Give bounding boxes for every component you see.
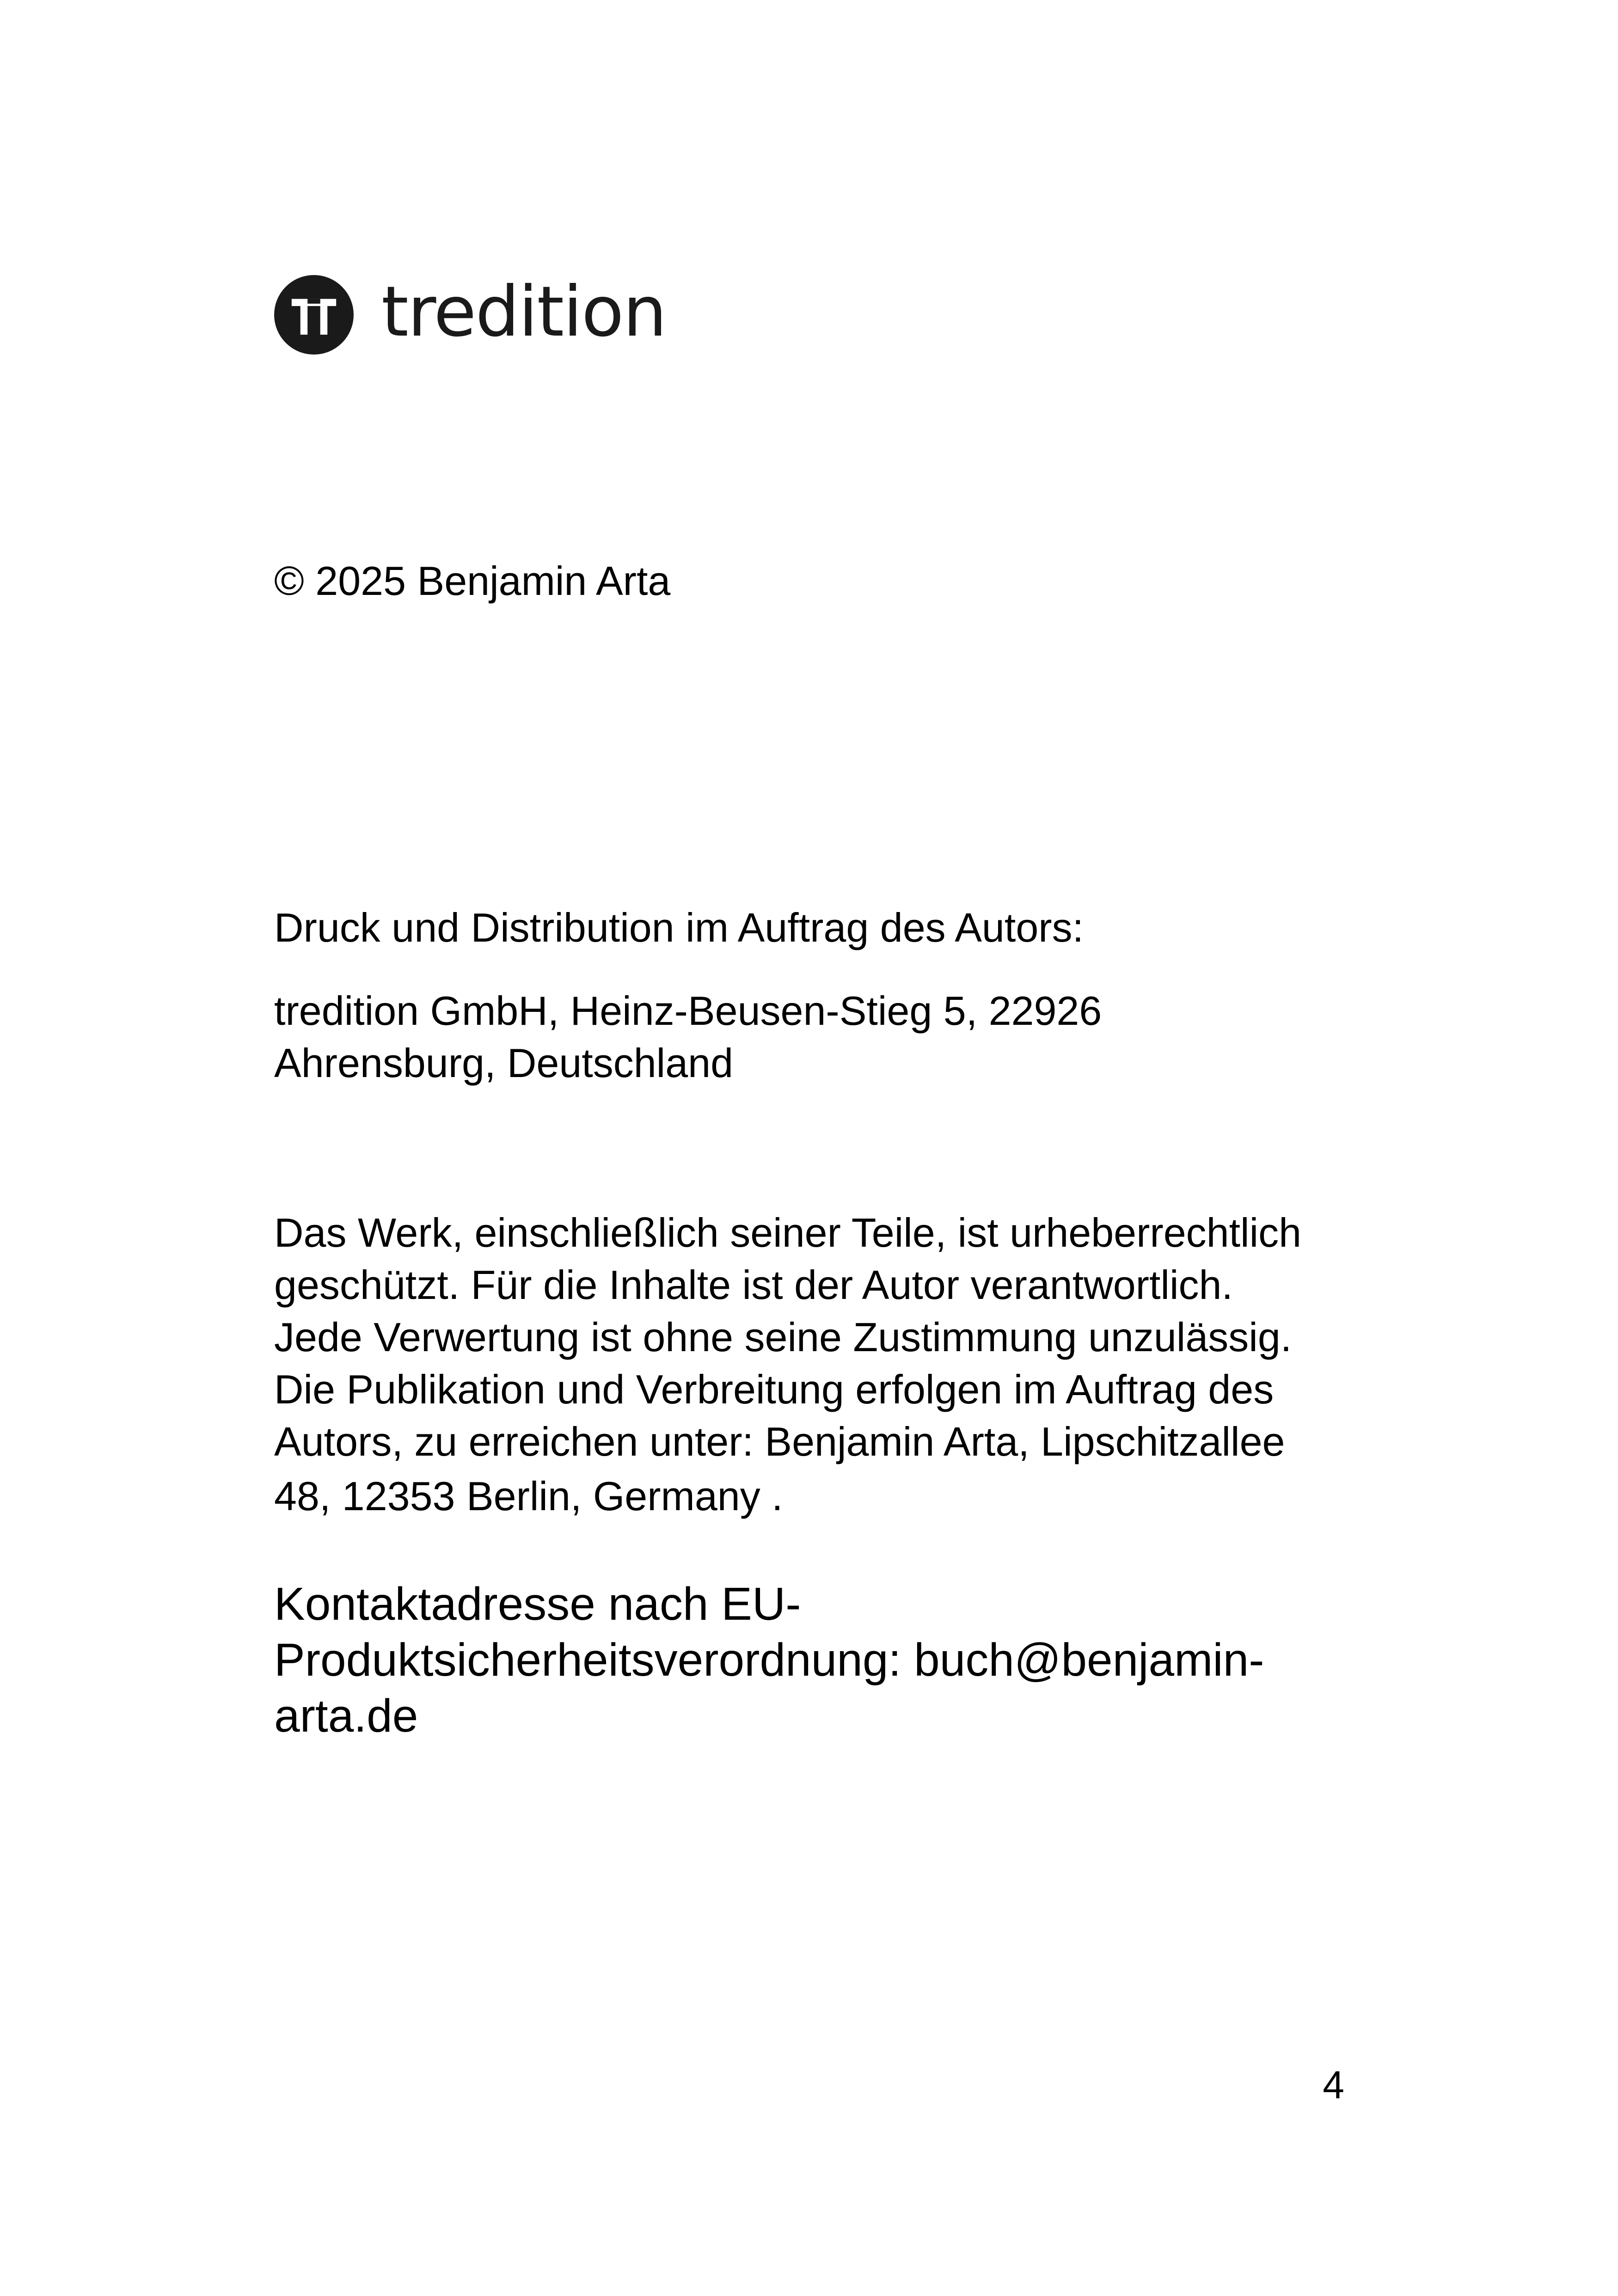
- printing-heading: Druck und Distribution im Auftrag des Autors:: [274, 905, 1084, 950]
- copyright-statement-last: [274, 1470, 783, 1522]
- page-number: 4: [1323, 2063, 1344, 2106]
- statement-line: 48, 12353 Berlin, Germany .: [274, 1473, 783, 1519]
- tredition-logo-icon: [274, 275, 354, 355]
- printer-address: [274, 985, 1102, 1089]
- address-line: tredition GmbH, Heinz-Beusen-Stieg 5, 22926: [274, 988, 1102, 1034]
- copyright-notice: © 2025 Benjamin Arta: [274, 558, 671, 604]
- contact-address: [274, 1576, 1264, 1744]
- contact-line: Produktsicherheitsverordnung: buch@benjamin-: [274, 1634, 1264, 1686]
- statement-line: Autors, zu erreichen unter: Benjamin Arta, Lipschitzallee: [274, 1419, 1285, 1464]
- publisher-logo: [274, 271, 666, 355]
- copyright-statement: [274, 1206, 1301, 1468]
- logo-wordmark: tredition: [381, 271, 666, 352]
- statement-line: Das Werk, einschließlich seiner Teile, ist urheberrechtlich: [274, 1210, 1302, 1255]
- statement-line: Die Publikation und Verbreitung erfolgen im Auftrag des: [274, 1366, 1274, 1412]
- address-line: Ahrensburg, Deutschland: [274, 1040, 734, 1086]
- contact-line: arta.de: [274, 1690, 418, 1742]
- statement-line: Jede Verwertung ist ohne seine Zustimmung unzulässig.: [274, 1314, 1292, 1360]
- statement-line: geschützt. Für die Inhalte ist der Autor verantwortlich.: [274, 1262, 1233, 1308]
- contact-line: Kontaktadresse nach EU-: [274, 1578, 801, 1630]
